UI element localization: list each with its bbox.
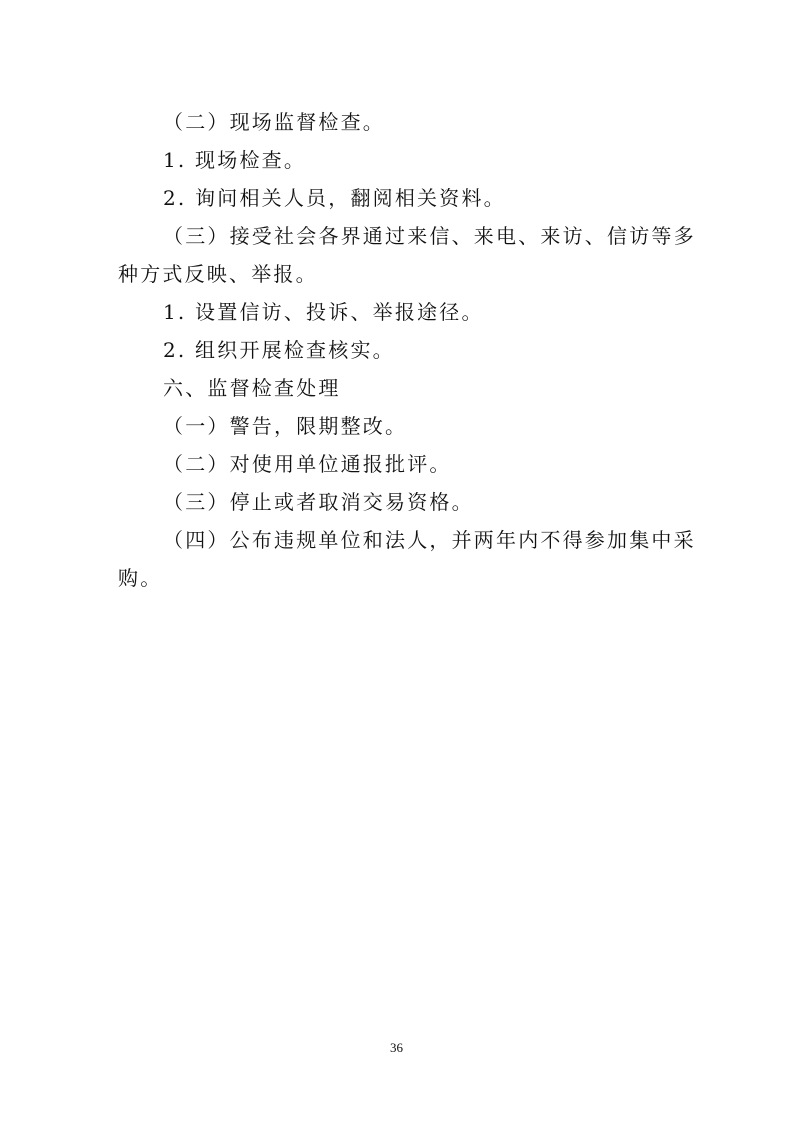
page-number: 36 [390,1040,403,1055]
list-item-set-channels: 1. 设置信访、投诉、举报途径。 [163,300,484,324]
list-item-suspend-qualification: （三）停止或者取消交易资格。 [163,490,474,514]
list-item-circulate-criticism: （二）对使用单位通报批评。 [163,452,452,476]
document-body [118,103,698,597]
chapter-heading-handling: 六、监督检查处理 [163,376,341,400]
list-item-inquiry-review: 2. 询问相关人员，翻阅相关资料。 [163,186,506,210]
list-item-on-site-check: 1. 现场检查。 [163,148,307,172]
list-item-warning: （一）警告，限期整改。 [163,414,408,438]
list-item-publish-violators: （四）公布违规单位和法人，并两年内不得参加集中采购。 [118,528,696,590]
list-item-verification: 2. 组织开展检查核实。 [163,338,395,362]
section-heading-on-site-inspection: （二）现场监督检查。 [163,110,385,134]
section-heading-public-reports: （三）接受社会各界通过来信、来电、来访、信访等多种方式反映、举报。 [118,224,696,286]
